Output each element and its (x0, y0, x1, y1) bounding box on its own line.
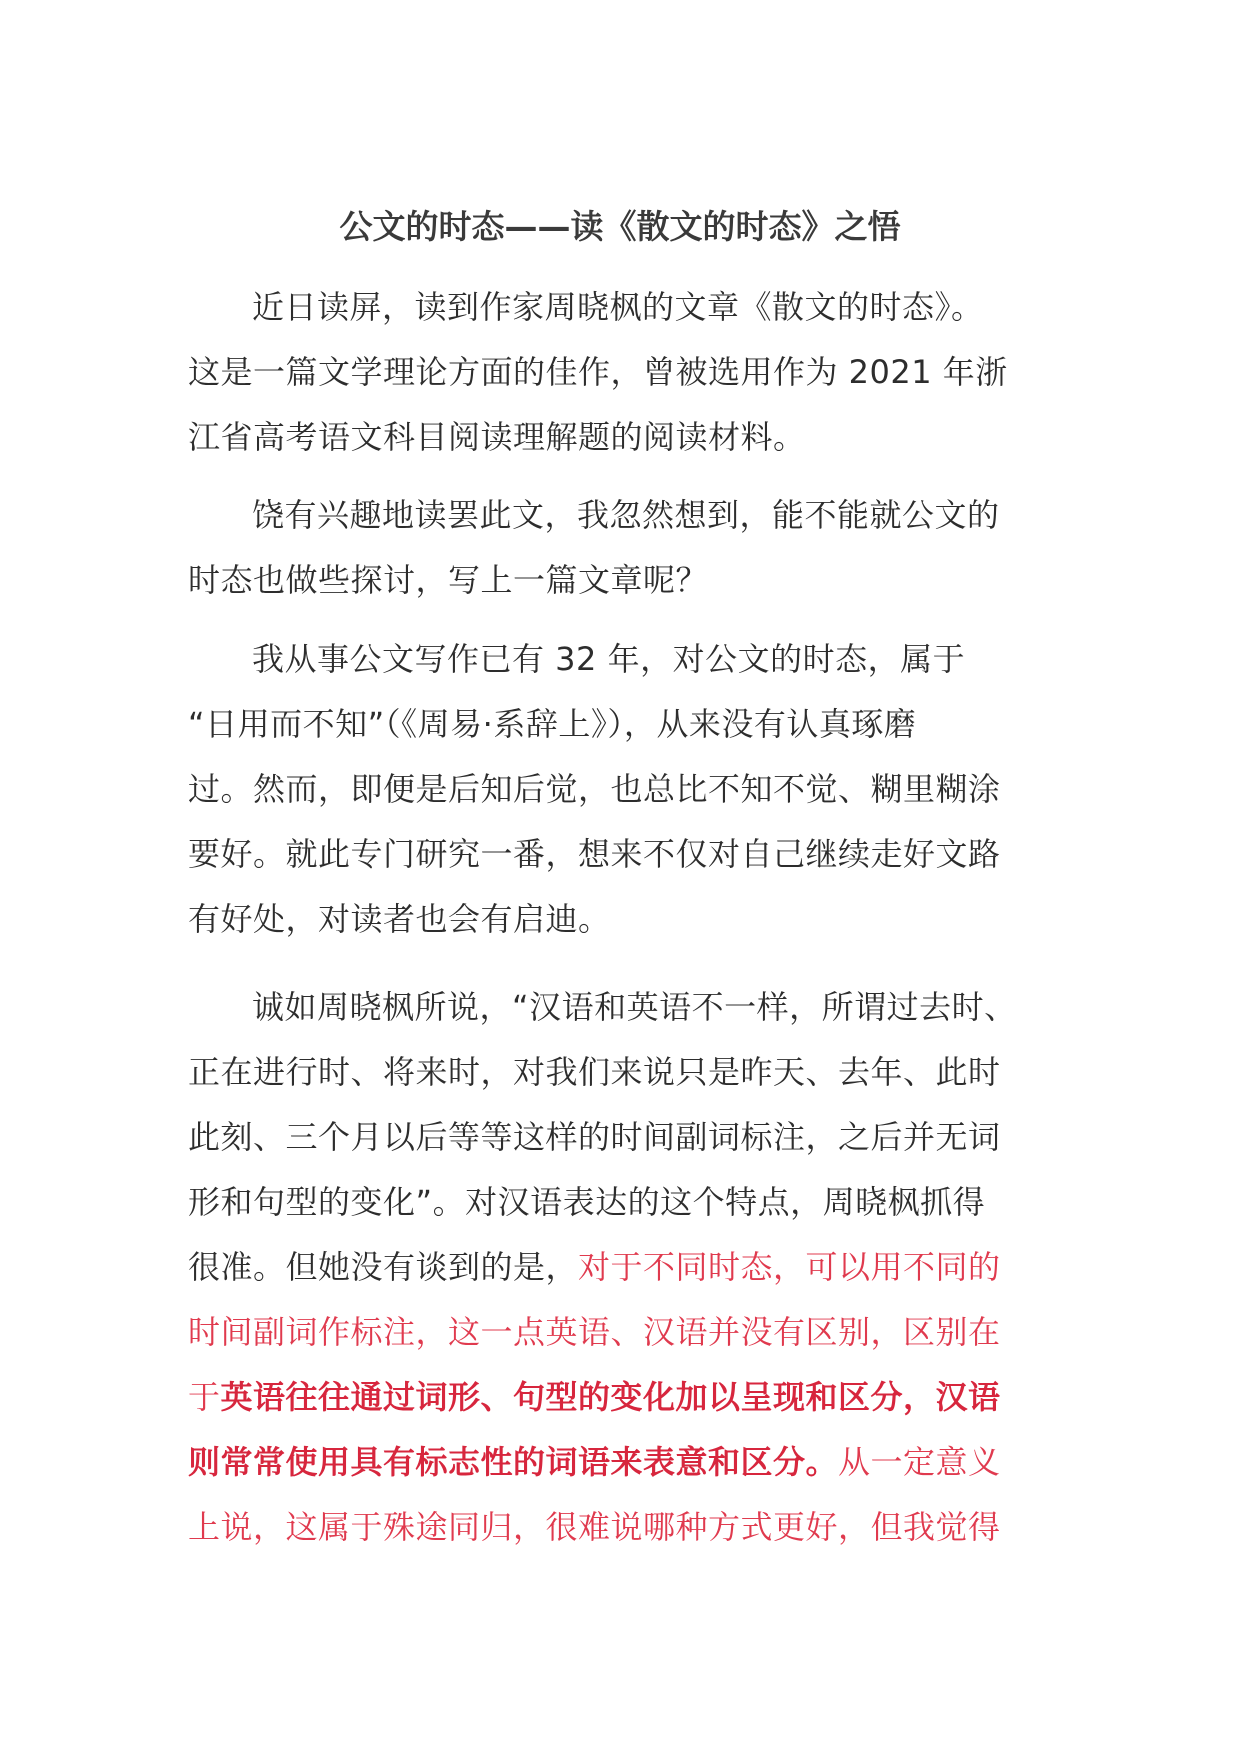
paragraph-line (188, 1235, 1058, 1300)
highlighted-text-span: 对于不同时态，可以用不同的 (578, 1248, 1001, 1286)
paragraph-line: 时态也做些探讨，写上一篇文章呢？ (188, 561, 709, 599)
paragraph-line: 要好。就此专门研究一番，想来不仅对自己继续走好文路 (188, 835, 1001, 873)
paragraph-line: 过。然而，即便是后知后觉，也总比不知不觉、糊里糊涂 (188, 770, 1001, 808)
paragraph-line: 江省高考语文科目阅读理解题的阅读材料。 (188, 418, 806, 456)
paragraph-line: 饶有兴趣地读罢此文，我忽然想到，能不能就公文的 (252, 496, 1000, 534)
paragraph-line: 诚如周晓枫所说，“汉语和英语不一样，所谓过去时、 (252, 988, 1017, 1026)
plain-text-span: 很准。但她没有谈到的是， (188, 1248, 579, 1286)
paragraph-line: 形和句型的变化”。对汉语表达的这个特点，周晓枫抓得 (188, 1183, 986, 1221)
highlighted-line: 上说，这属于殊途同归，很难说哪种方式更好，但我觉得 (188, 1508, 1001, 1546)
paragraph-2 (188, 483, 1058, 613)
highlighted-text-span: 从一定意义 (838, 1443, 1001, 1481)
paragraph-1 (188, 275, 1058, 470)
highlighted-line: 时间副词作标注，这一点英语、汉语并没有区别，区别在 (188, 1313, 1001, 1351)
paragraph-line (188, 1430, 1058, 1495)
paragraph-4 (188, 975, 1058, 1560)
bold-highlighted-text-span: 则常常使用具有标志性的词语来表意和区分。 (188, 1443, 839, 1481)
paragraph-line: 有好处，对读者也会有启迪。 (188, 900, 611, 938)
highlighted-text-span: 于 (188, 1378, 221, 1416)
bold-highlighted-text-span: 英语往往通过词形、句型的变化加以呈现和区分，汉语 (220, 1378, 1001, 1416)
paragraph-line: 此刻、三个月以后等等这样的时间副词标注，之后并无词 (188, 1118, 1001, 1156)
document-title: 公文的时态——读《散文的时态》之悟 (339, 207, 901, 246)
paragraph-line: “日用而不知”（《周易·系辞上》），从来没有认真琢磨 (188, 705, 917, 743)
paragraph-line: 近日读屏，读到作家周晓枫的文章《散文的时态》。 (252, 288, 984, 326)
paragraph-3 (188, 627, 1058, 952)
paragraph-line: 正在进行时、将来时，对我们来说只是昨天、去年、此时 (188, 1053, 1001, 1091)
paragraph-line: 我从事公文写作已有 32 年，对公文的时态，属于 (252, 640, 966, 678)
paragraph-line: 这是一篇文学理论方面的佳作，曾被选用作为 2021 年浙 (188, 353, 1008, 391)
paragraph-line (188, 1365, 1058, 1430)
